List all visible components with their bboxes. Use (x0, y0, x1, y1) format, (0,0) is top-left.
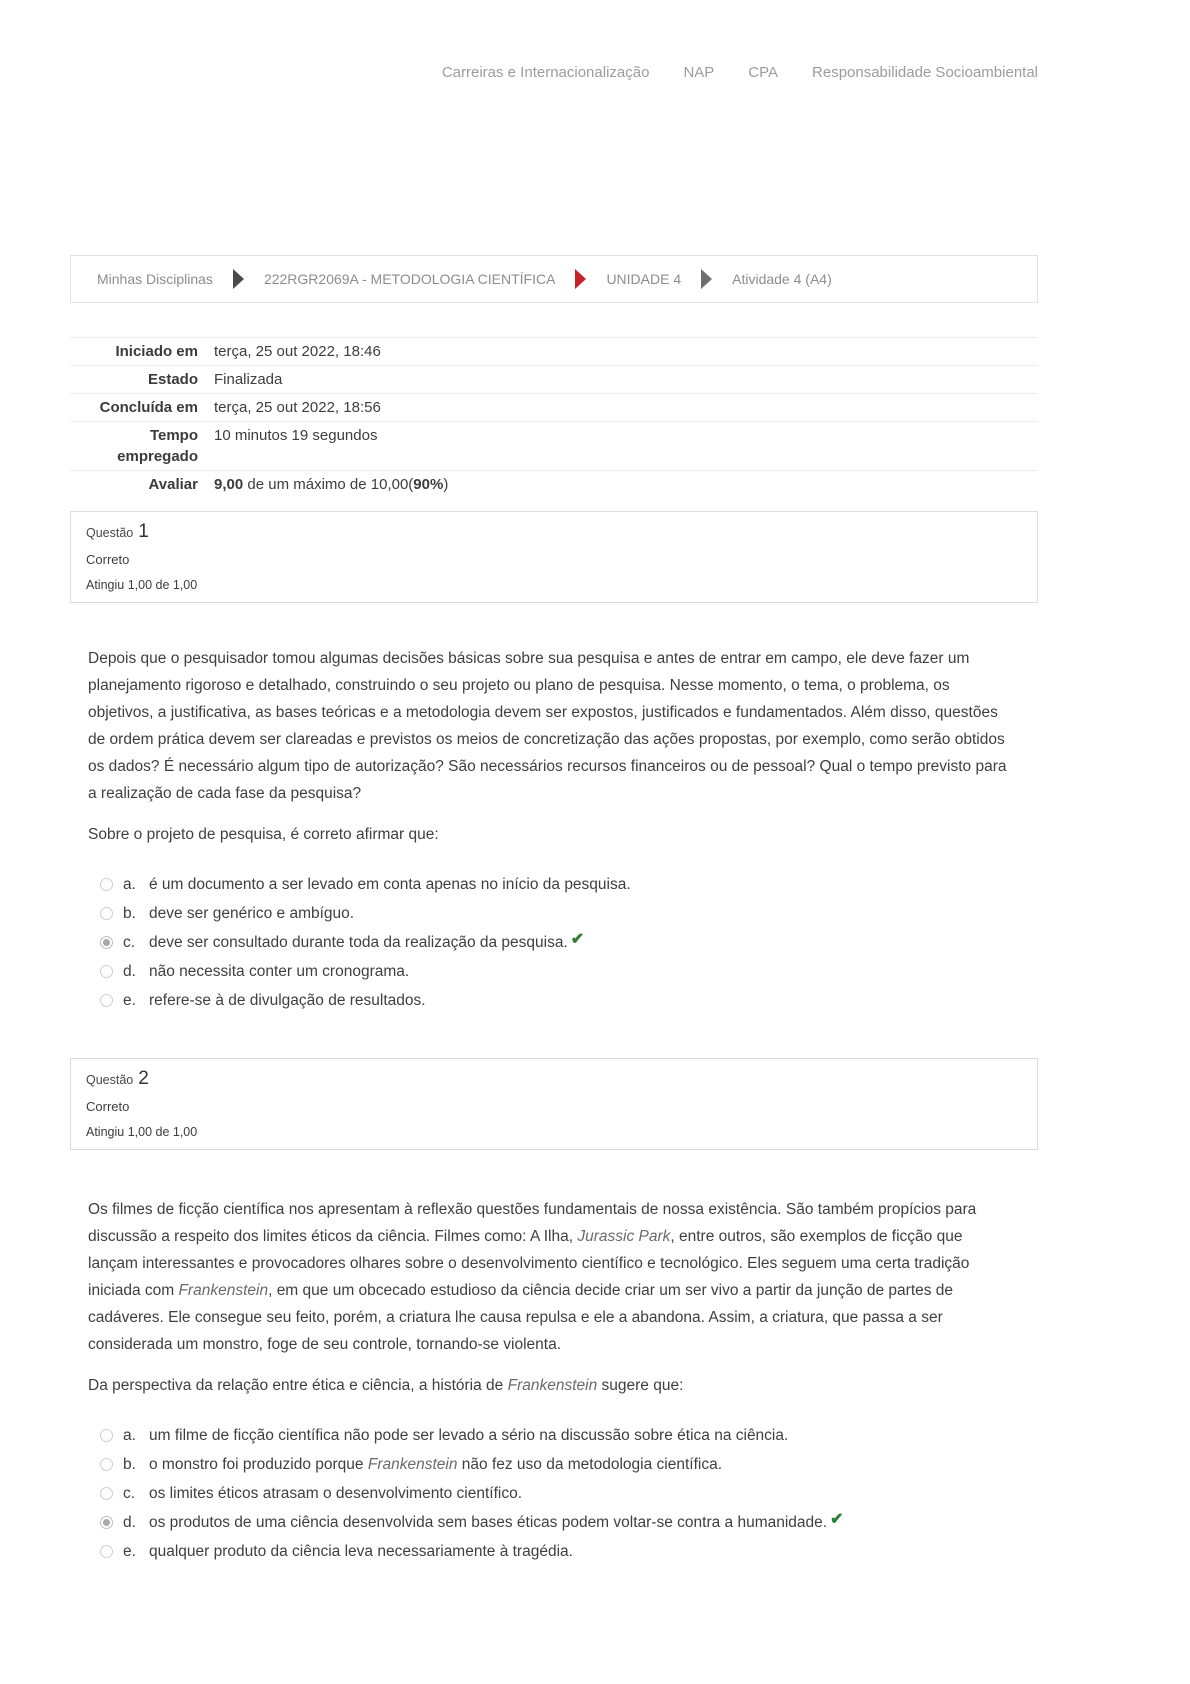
option-text: os limites éticos atrasam o desenvolvimento científico. (149, 1485, 523, 1502)
question-2-options (88, 1425, 1010, 1562)
grade-value (214, 474, 448, 495)
question-2-option-b[interactable] (88, 1454, 1010, 1475)
text-segment: , em que um obcecado estudioso da ciência decide criar um ser vivo a partir da junção de partes de cadáveres. Ele consegue seu feito, porém, a criatura lhe causa repulsa e ele a abandona. Assim, a criatura, que passa a ser considerada um monstro, foge de seu controle, tornando-se violenta. (88, 1282, 954, 1353)
option-text: deve ser genérico e ambíguo. (149, 905, 355, 922)
chevron-right-icon (701, 269, 712, 289)
radio-unselected-icon[interactable] (100, 1487, 113, 1500)
question-number: 1 (138, 521, 149, 542)
summary-row-started (70, 337, 1038, 365)
completed-value: terça, 25 out 2022, 18:56 (214, 399, 381, 416)
summary-row-completed (70, 393, 1038, 421)
breadcrumb (70, 255, 1038, 303)
question-number: 2 (138, 1068, 149, 1089)
question-1-number-line (86, 521, 1022, 543)
correct-check-icon: ✔ (570, 931, 585, 948)
question-2-text (88, 1196, 1010, 1358)
breadcrumb-item-atividade-4[interactable]: Atividade 4 (A4) (732, 271, 832, 287)
completed-label: Concluída em (99, 399, 198, 416)
question-2-content (88, 1196, 1010, 1570)
question-1-options (88, 874, 1010, 1011)
radio-unselected-icon[interactable] (100, 1545, 113, 1558)
chevron-right-icon (575, 269, 586, 289)
text-segment: o monstro foi produzido porque (149, 1456, 368, 1473)
option-text (149, 1454, 722, 1475)
question-label: Questão (86, 1073, 134, 1087)
text-segment: , entre outros, são exemplos de ficção que lançam interessantes e provocadores olhares sobre o desenvolvimento científico e tecnológico. Eles seguem uma certa tradição iniciada com (88, 1228, 970, 1299)
question-1-option-d[interactable] (88, 961, 1010, 982)
breadcrumb-item-course[interactable]: 222RGR2069A - METODOLOGIA CIENTÍFICA (263, 271, 556, 287)
text-segment-italic: Jurassic Park (577, 1228, 671, 1245)
question-2-option-d[interactable] (88, 1512, 1010, 1533)
question-1-option-c[interactable] (88, 932, 1010, 953)
question-label: Questão (86, 526, 134, 540)
option-text: refere-se à de divulgação de resultados. (149, 992, 426, 1009)
time-value: 10 minutos 19 segundos (214, 427, 378, 444)
question-1-prompt: Sobre o projeto de pesquisa, é correto afirmar que: (88, 826, 439, 843)
question-2-number-line (86, 1068, 1022, 1090)
radio-selected-icon[interactable] (100, 936, 113, 949)
option-text (149, 1512, 844, 1533)
option-letter: e. (123, 1543, 136, 1560)
summary-row-state (70, 365, 1038, 393)
text-segment: não fez uso da metodologia científica. (457, 1456, 722, 1473)
question-1-option-a[interactable] (88, 874, 1010, 895)
question-1-info-box (70, 511, 1038, 603)
option-letter: d. (123, 1514, 136, 1531)
nav-item-carreiras[interactable]: Carreiras e Internacionalização (441, 64, 650, 81)
state-label: Estado (147, 371, 198, 388)
option-letter: a. (123, 876, 136, 893)
question-2-status: Correto (86, 1099, 130, 1114)
question-2-option-e[interactable] (88, 1541, 1010, 1562)
question-1-option-e[interactable] (88, 990, 1010, 1011)
text-segment: Da perspectiva da relação entre ética e ciência, a história de (88, 1377, 508, 1394)
question-1-status: Correto (86, 552, 130, 567)
chevron-right-icon (233, 269, 244, 289)
option-letter: d. (123, 963, 136, 980)
nav-item-nap[interactable]: NAP (683, 64, 715, 81)
grade-text: de um máximo de 10,00( (243, 476, 414, 493)
radio-unselected-icon[interactable] (100, 907, 113, 920)
question-2-option-c[interactable] (88, 1483, 1010, 1504)
breadcrumb-item-minhas-disciplinas[interactable]: Minhas Disciplinas (97, 271, 213, 287)
text-segment: Os filmes de ficção científica nos apresentam à reflexão questões fundamentais de nossa existência. São também propícios para discussão a respeito dos limites éticos da ciência. Filmes como: A Ilha, (88, 1201, 977, 1245)
text-segment: os produtos de uma ciência desenvolvida sem bases éticas podem voltar-se contra a humanidade. (149, 1514, 828, 1531)
grade-close: ) (443, 476, 449, 493)
text-segment-italic: Frankenstein (178, 1282, 269, 1299)
question-2-info-box (70, 1058, 1038, 1150)
option-text: não necessita conter um cronograma. (149, 963, 410, 980)
radio-unselected-icon[interactable] (100, 994, 113, 1007)
question-2-grade: Atingiu 1,00 de 1,00 (86, 1125, 198, 1139)
option-letter: b. (123, 905, 136, 922)
nav-item-responsabilidade[interactable]: Responsabilidade Socioambiental (812, 64, 1038, 81)
state-value: Finalizada (214, 371, 283, 388)
radio-unselected-icon[interactable] (100, 1458, 113, 1471)
text-segment: deve ser consultado durante toda da realização da pesquisa. (149, 934, 568, 951)
option-text: qualquer produto da ciência leva necessariamente à tragédia. (149, 1543, 573, 1560)
text-segment: sugere que: (597, 1377, 684, 1394)
option-letter: a. (123, 1427, 136, 1444)
text-segment-italic: Frankenstein (507, 1377, 598, 1394)
grade-score: 9,00 (214, 476, 244, 493)
option-text: um filme de ficção científica não pode ser levado a sério na discussão sobre ética na ciência. (149, 1427, 789, 1444)
radio-selected-icon[interactable] (100, 1516, 113, 1529)
text-segment-italic: Frankenstein (367, 1456, 458, 1473)
option-letter: c. (123, 934, 136, 951)
option-letter: c. (123, 1485, 136, 1502)
question-1-content (88, 645, 1010, 1019)
time-label: Tempo empregado (117, 427, 198, 465)
summary-row-grade (70, 470, 1038, 498)
question-2-prompt (88, 1372, 1010, 1399)
option-letter: e. (123, 992, 136, 1009)
grade-label: Avaliar (148, 476, 198, 493)
attempt-summary-table (70, 337, 1038, 498)
correct-check-icon: ✔ (830, 1511, 844, 1528)
started-label: Iniciado em (115, 343, 198, 360)
radio-unselected-icon[interactable] (100, 1429, 113, 1442)
started-value: terça, 25 out 2022, 18:46 (214, 343, 381, 360)
summary-row-time (70, 421, 1038, 470)
nav-item-cpa[interactable]: CPA (748, 64, 779, 81)
question-1-grade: Atingiu 1,00 de 1,00 (86, 578, 198, 592)
grade-percent: 90% (413, 476, 444, 493)
radio-unselected-icon[interactable] (100, 965, 113, 978)
breadcrumb-item-unidade-4[interactable]: UNIDADE 4 (606, 271, 682, 287)
top-navigation (70, 64, 1038, 81)
option-text: é um documento a ser levado em conta apenas no início da pesquisa. (149, 876, 631, 893)
question-1-text: Depois que o pesquisador tomou algumas decisões básicas sobre sua pesquisa e antes de entrar em campo, ele deve fazer um planejamento rigoroso e detalhado, construindo o seu projeto ou plano de pesquisa. Nesse momento, o tema, o problema, os objetivos, a justificativa, as bases teóricas e a metodologia devem ser expostos, justificados e fundamentados. Além disso, questões de ordem prática devem ser clareadas e previstos os meios de concretização das ações propostas, por exemplo, como serão obtidos os dados? É necessário algum tipo de autorização? São necessários recursos financeiros ou de pessoal? Qual o tempo previsto para a realização de cada fase da pesquisa? (88, 650, 1007, 802)
radio-unselected-icon[interactable] (100, 878, 113, 891)
question-2-option-a[interactable] (88, 1425, 1010, 1446)
option-letter: b. (123, 1456, 136, 1473)
question-1-option-b[interactable] (88, 903, 1010, 924)
option-text (149, 932, 584, 953)
